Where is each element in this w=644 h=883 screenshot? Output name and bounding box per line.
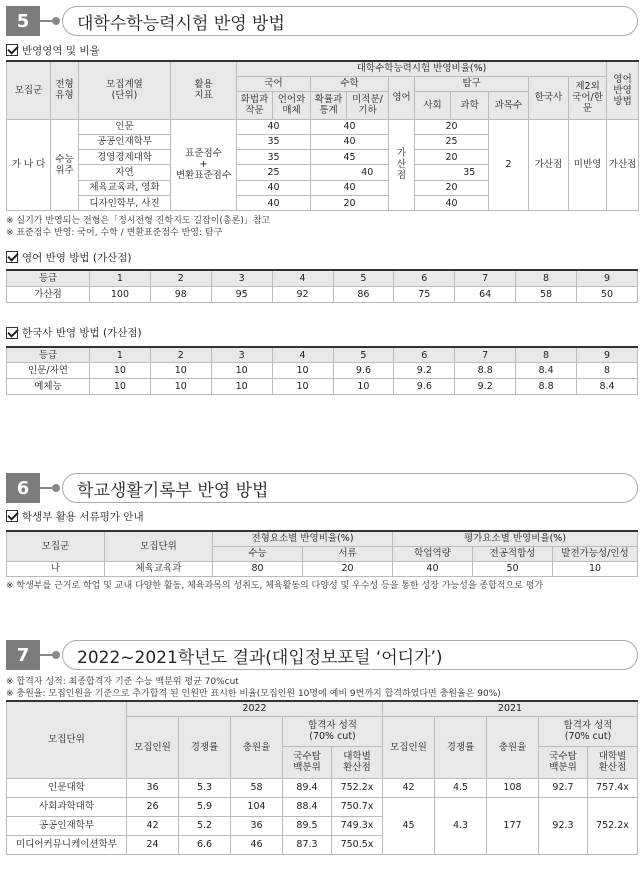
grade-cell: 7 — [455, 270, 516, 286]
section-title: 학교생활기록부 반영 방법 — [62, 473, 638, 503]
subheading-text: 한국사 반영 방법 (가산점) — [22, 327, 142, 340]
math-cell: 20 — [311, 195, 389, 210]
value-cell: 4.5 — [435, 778, 487, 797]
checkbox-icon — [6, 251, 18, 263]
grade-cell: 4 — [272, 347, 333, 363]
checkbox-icon — [6, 510, 18, 522]
value-cell: 8.8 — [516, 379, 577, 395]
inquiry-cell: 20 — [415, 119, 489, 134]
grade-cell: 1 — [90, 270, 151, 286]
connector-dot — [52, 651, 60, 659]
value-cell: 8.4 — [577, 379, 638, 395]
checkbox-icon — [6, 327, 18, 339]
group-cell: 나 — [7, 561, 105, 576]
header-math: 수학 — [311, 76, 389, 91]
grade-cell: 2 — [150, 270, 211, 286]
type-cell: 수능 위주 — [51, 119, 79, 211]
grade-cell: 6 — [394, 270, 455, 286]
value-cell: 10 — [211, 379, 272, 395]
value-cell: 92.3 — [539, 797, 588, 854]
grade-cell: 3 — [211, 347, 272, 363]
header-math-1: 확률과 통계 — [311, 91, 347, 119]
subheading — [6, 508, 638, 524]
math-cell: 40 — [311, 119, 389, 134]
value-cell: 40 — [393, 561, 473, 576]
value-cell: 80 — [213, 561, 303, 576]
header-korean: 국어 — [237, 76, 311, 91]
grade-cell: 8 — [516, 347, 577, 363]
value-cell: 10 — [150, 379, 211, 395]
value-cell: 10 — [333, 379, 394, 395]
value-cell: 10 — [211, 363, 272, 379]
value-cell: 87.3 — [283, 835, 332, 854]
section-header — [6, 4, 638, 38]
section-title: 대학수학능력시험 반영 방법 — [62, 6, 638, 36]
math-cell-empty — [311, 165, 347, 180]
header-grade: 등급 — [7, 347, 90, 363]
inquiry-cell: 20 — [415, 150, 489, 165]
history-cell: 가산점 — [529, 119, 569, 211]
subject-count-cell: 2 — [489, 119, 529, 211]
header-quota: 모집인원 — [383, 716, 435, 778]
value-cell: 5.3 — [179, 778, 231, 797]
subheading — [6, 249, 638, 265]
korean-cell: 40 — [237, 195, 311, 210]
unit-cell: 체육교육과 — [105, 561, 213, 576]
row-label: 가산점 — [7, 286, 90, 302]
value-cell: 42 — [383, 778, 435, 797]
header-fill-rate: 충원율 — [487, 716, 539, 778]
section-title: 2022~2021학년도 결과(대입정보포털 ‘어디가’) — [62, 640, 638, 670]
subheading — [6, 325, 638, 341]
inquiry-cell-empty — [415, 165, 451, 180]
grade-cell: 9 — [577, 347, 638, 363]
value-cell: 177 — [487, 797, 539, 854]
value-cell: 9.2 — [455, 379, 516, 395]
header-unit: 모집계열 (단위) — [79, 61, 171, 119]
header-percentile: 국수탐 백분위 — [283, 746, 332, 778]
math-cell: 40 — [347, 165, 389, 180]
inquiry-cell: 25 — [415, 134, 489, 149]
section-number: 6 — [6, 473, 40, 503]
value-cell: 750.5x — [332, 835, 383, 854]
section-6 — [6, 471, 638, 592]
value-cell: 108 — [487, 778, 539, 797]
header-quota: 모집인원 — [127, 716, 179, 778]
inquiry-cell: 20 — [415, 180, 489, 195]
value-cell: 86 — [333, 286, 394, 302]
table-row — [7, 797, 638, 816]
unit-cell: 인문 — [79, 119, 171, 134]
korean-cell: 40 — [237, 119, 311, 134]
value-cell: 10 — [272, 379, 333, 395]
english-method-cell: 가산점 — [607, 119, 639, 211]
header-ratio-2: 서류 — [303, 546, 393, 561]
row-label: 예체능 — [7, 379, 90, 395]
table-row — [7, 778, 638, 797]
header-grade: 등급 — [7, 270, 90, 286]
value-cell: 4.3 — [435, 797, 487, 854]
value-cell: 36 — [231, 816, 283, 835]
value-cell: 75 — [394, 286, 455, 302]
note: ※ 표준점수 반영: 국어, 수학 / 변환표준점수 반영: 탐구 — [6, 228, 223, 239]
grade-cell: 5 — [333, 347, 394, 363]
grade-cell: 9 — [577, 270, 638, 286]
record-eval-table — [6, 530, 638, 577]
note: ※ 합격자 성적: 최종합격자 기준 수능 백분위 평균 70%cut — [6, 677, 239, 687]
english-grade-table — [6, 269, 638, 303]
value-cell: 6.6 — [179, 835, 231, 854]
header-math-2: 미적분/ 기하 — [347, 91, 389, 119]
header-type: 전형 유형 — [51, 61, 79, 119]
index-cell: 표준점수 + 변환표준점수 — [171, 119, 237, 211]
header-korean-1: 화법과 작문 — [237, 91, 273, 119]
unit-cell: 경영경제대학 — [79, 150, 171, 165]
value-cell: 64 — [455, 286, 516, 302]
header-eval-1: 학업역량 — [393, 546, 473, 561]
value-cell: 58 — [231, 778, 283, 797]
checkbox-icon — [6, 44, 18, 56]
header-inquiry-2: 과학 — [451, 91, 489, 119]
subheading-text: 반영영역 및 비율 — [22, 44, 100, 57]
row-label: 인문/자연 — [7, 363, 90, 379]
value-cell: 9.6 — [394, 379, 455, 395]
value-cell: 10 — [150, 363, 211, 379]
grade-cell: 8 — [516, 270, 577, 286]
value-cell: 10 — [553, 561, 638, 576]
header-index: 활용 지표 — [171, 61, 237, 119]
grade-cell: 6 — [394, 347, 455, 363]
unit-cell: 자연 — [79, 165, 171, 180]
table-row — [7, 286, 638, 302]
value-cell: 9.6 — [333, 363, 394, 379]
value-cell: 98 — [150, 286, 211, 302]
header-score: 합격자 성적 (70% cut) — [539, 716, 638, 746]
header-english: 영어 — [389, 76, 415, 119]
value-cell: 92 — [272, 286, 333, 302]
section-number: 7 — [6, 640, 40, 670]
table-row — [7, 561, 638, 576]
results-table — [6, 700, 638, 855]
grade-cell: 4 — [272, 270, 333, 286]
inquiry-cell: 35 — [451, 165, 489, 180]
group-cell: 가 나 다 — [7, 119, 51, 211]
value-cell: 45 — [383, 797, 435, 854]
math-cell: 40 — [311, 180, 389, 195]
value-cell: 8.4 — [516, 363, 577, 379]
value-cell: 8.8 — [455, 363, 516, 379]
section-5 — [6, 4, 638, 395]
value-cell: 89.5 — [283, 816, 332, 835]
value-cell: 58 — [516, 286, 577, 302]
unit-cell: 체육교육과, 영화 — [79, 180, 171, 195]
value-cell: 9.2 — [394, 363, 455, 379]
header-eval-3: 발전가능성/인성 — [553, 546, 638, 561]
unit-cell: 디자인학부, 사진 — [79, 195, 171, 210]
grade-cell: 3 — [211, 270, 272, 286]
unit-cell: 공공인재학부 — [7, 816, 127, 835]
header-korean-2: 언어와 매체 — [273, 91, 311, 119]
header-ratio-1: 수능 — [213, 546, 303, 561]
math-cell: 40 — [311, 134, 389, 149]
value-cell: 36 — [127, 778, 179, 797]
header-inquiry: 탐구 — [415, 76, 529, 91]
grade-cell: 1 — [90, 347, 151, 363]
header-year-2021: 2021 — [383, 701, 638, 716]
value-cell: 10 — [90, 379, 151, 395]
value-cell: 89.4 — [283, 778, 332, 797]
header-percentile: 국수탐 백분위 — [539, 746, 588, 778]
value-cell: 5.9 — [179, 797, 231, 816]
section-number: 5 — [6, 6, 40, 36]
header-inquiry-3: 과목수 — [489, 91, 529, 119]
value-cell: 757.4x — [588, 778, 638, 797]
grade-cell: 5 — [333, 270, 394, 286]
value-cell: 88.4 — [283, 797, 332, 816]
korean-cell: 35 — [237, 134, 311, 149]
value-cell: 5.2 — [179, 816, 231, 835]
value-cell: 50 — [473, 561, 553, 576]
value-cell: 100 — [90, 286, 151, 302]
value-cell: 46 — [231, 835, 283, 854]
header-group: 모집군 — [7, 61, 51, 119]
grade-cell: 7 — [455, 347, 516, 363]
header-group: 모집군 — [7, 531, 105, 561]
value-cell: 750.7x — [332, 797, 383, 816]
header-fill-rate: 충원율 — [231, 716, 283, 778]
inquiry-cell: 40 — [415, 195, 489, 210]
header-converted: 대학별 환산점 — [332, 746, 383, 778]
value-cell: 10 — [272, 363, 333, 379]
value-cell: 20 — [303, 561, 393, 576]
value-cell: 752.2x — [332, 778, 383, 797]
value-cell: 95 — [211, 286, 272, 302]
header-competition: 경쟁률 — [435, 716, 487, 778]
value-cell: 50 — [577, 286, 638, 302]
grade-cell: 2 — [150, 347, 211, 363]
header-converted: 대학별 환산점 — [588, 746, 638, 778]
subheading — [6, 42, 638, 58]
math-cell: 45 — [311, 150, 389, 165]
value-cell: 104 — [231, 797, 283, 816]
header-eval-2: 전공적합성 — [473, 546, 553, 561]
unit-cell: 사회과학대학 — [7, 797, 127, 816]
history-grade-table — [6, 346, 638, 396]
value-cell: 42 — [127, 816, 179, 835]
header-eval: 평가요소별 반영비율(%) — [393, 531, 638, 546]
korean-cell: 25 — [237, 165, 311, 180]
connector-dot — [52, 17, 60, 25]
subheading-text: 학생부 활용 서류평가 안내 — [22, 510, 144, 523]
value-cell: 752.2x — [588, 797, 638, 854]
value-cell: 26 — [127, 797, 179, 816]
unit-cell: 미디어커뮤니케이션학부 — [7, 835, 127, 854]
korean-cell: 35 — [237, 150, 311, 165]
value-cell: 8 — [577, 363, 638, 379]
header-inquiry-1: 사회 — [415, 91, 451, 119]
header-history: 한국사 — [529, 76, 569, 119]
connector-dot — [52, 484, 60, 492]
table-row — [7, 379, 638, 395]
section-header — [6, 638, 638, 672]
table-row — [7, 119, 639, 134]
note: ※ 충원율: 모집인원을 기준으로 추가합격 된 인원만 표시한 비율(모집인원 10명에 예비 9번까지 합격하였다면 충원율은 90%) — [6, 689, 501, 699]
korean-cell: 40 — [237, 180, 311, 195]
csat-ratio-table — [6, 60, 639, 211]
header-foreign: 제2외 국어/한 문 — [569, 76, 607, 119]
header-year-2022: 2022 — [127, 701, 383, 716]
header-ratio: 대학수학능력시험 반영비율(%) — [237, 61, 607, 76]
header-unit: 모집단위 — [7, 701, 127, 778]
section-7 — [6, 638, 638, 855]
header-unit: 모집단위 — [105, 531, 213, 561]
value-cell: 92.7 — [539, 778, 588, 797]
value-cell: 749.3x — [332, 816, 383, 835]
unit-cell: 공공인재학부 — [79, 134, 171, 149]
section-header — [6, 471, 638, 505]
header-english-method: 영어 반영 방법 — [607, 61, 639, 119]
note: ※ 학생부를 근거로 학업 및 교내 다양한 활동, 체육과목의 성취도, 체육활동의 다양성 및 우수성 등을 통한 성장 가능성을 종합적으로 평가 — [6, 580, 544, 591]
foreign-cell: 미반영 — [569, 119, 607, 211]
header-score: 합격자 성적 (70% cut) — [283, 716, 383, 746]
table-row — [7, 363, 638, 379]
value-cell: 24 — [127, 835, 179, 854]
unit-cell: 인문대학 — [7, 778, 127, 797]
subheading-text: 영어 반영 방법 (가산점) — [22, 251, 132, 264]
header-ratio: 전형요소별 반영비율(%) — [213, 531, 393, 546]
header-competition: 경쟁률 — [179, 716, 231, 778]
note: ※ 실기가 반영되는 전형은「정시전형 진학지도 길잡이(총론)」참고 — [6, 216, 271, 227]
english-cell: 가 산 점 — [389, 119, 415, 211]
value-cell: 10 — [90, 363, 151, 379]
